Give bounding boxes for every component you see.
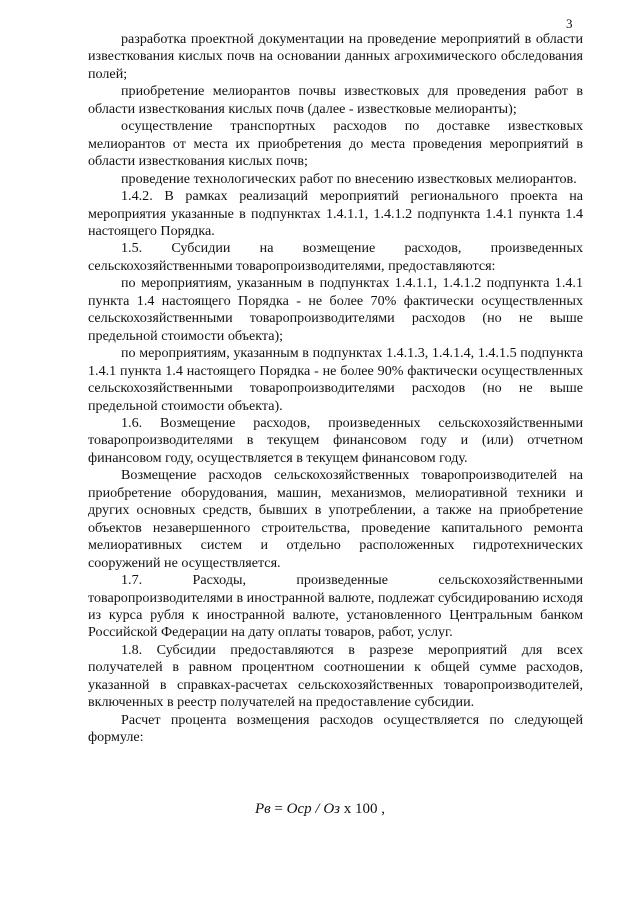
paragraph-1-5: 1.5. Субсидии на возмещение расходов, произведенных сельскохозяйственными товаропроизводителями, предоставляются:: [88, 240, 583, 274]
formula-divide: /: [311, 801, 324, 817]
paragraph-ameliorant-purchase: приобретение мелиорантов почвы известковых для проведения работ в области известкования кислых почв (далее - известковые мелиоранты);: [88, 83, 583, 117]
paragraph-design-documentation: разработка проектной документации на проведение мероприятий в области известкования кислых почв на основании данных агрохимического обследования полей;: [88, 31, 583, 82]
formula-equals: =: [270, 801, 287, 817]
paragraph-formula-intro: Расчет процента возмещения расходов осуществляется по следующей формуле:: [88, 711, 583, 746]
formula-denominator: Оз: [323, 801, 340, 817]
paragraph-1-7: 1.7. Расходы, произведенные сельскохозяйственными товаропроизводителями в иностранной валюте, подлежат субсидированию исходя из курса рубля к иностранной валюте, установленного Центральным банком Российской Федерации на дату оплаты товаров, работ, услуг.: [88, 572, 583, 641]
paragraph-1-5-ninety-percent: по мероприятиям, указанным в подпунктах 1.4.1.3, 1.4.1.4, 1.4.1.5 подпункта 1.4.1 пункта 1.4 настоящего Порядка - не более 90% фактически осуществленных сельскохозяйственными товаропроизводителями расходов (но не выше предельной стоимости объекта).: [88, 345, 583, 414]
paragraph-1-5-seventy-percent: по мероприятиям, указанным в подпунктах 1.4.1.1, 1.4.1.2 подпункта 1.4.1 пункта 1.4 настоящего Порядка - не более 70% фактически осуществленных сельскохозяйственными товаропроизводителями расходов (но не выше предельной стоимости объекта);: [88, 275, 583, 344]
body-text: [88, 31, 583, 747]
formula-lhs: Рв: [254, 801, 271, 817]
formula-numerator: Оср: [286, 801, 312, 817]
paragraph-1-6: 1.6. Возмещение расходов, произведенных сельскохозяйственными товаропроизводителями в текущем финансовом году и (или) отчетном финансовом году, осуществляется в текущем финансовом году.: [88, 414, 583, 466]
paragraph-1-6-exclusions: Возмещение расходов сельскохозяйственных товаропроизводителей на приобретение оборудования, машин, механизмов, мелиоративной техники и других основных средств, бывших в употреблении, а также на приобретение объектов незавершенного строительства, проведение капитального ремонта мелиоративных систем и отдельно расположенных гидротехнических сооружений не осуществляется.: [88, 467, 583, 571]
formula-multiplier: х 100 ,: [340, 801, 385, 817]
page-number: 3: [566, 16, 573, 31]
paragraph-1-8: 1.8. Субсидии предоставляются в разрезе мероприятий для всех получателей в равном процентном соотношении к общей сумме расходов, указанной в справках-расчетах сельскохозяйственных товаропроизводителей, включенных в реестр получателей на предоставление субсидии.: [88, 641, 583, 711]
paragraph-1-4-2: 1.4.2. В рамках реализаций мероприятий регионального проекта на мероприятия указанные в подпунктах 1.4.1.1, 1.4.1.2 подпункта 1.4.1 пункта 1.4 настоящего Порядка.: [88, 188, 583, 239]
paragraph-transport-costs: осуществление транспортных расходов по доставке известковых мелиорантов от места их приобретения до места проведения мероприятий в области известкования кислых почв;: [88, 118, 583, 170]
reimbursement-formula: [0, 800, 640, 818]
paragraph-technological-works: проведение технологических работ по внесению известковых мелиорантов.: [121, 170, 577, 187]
